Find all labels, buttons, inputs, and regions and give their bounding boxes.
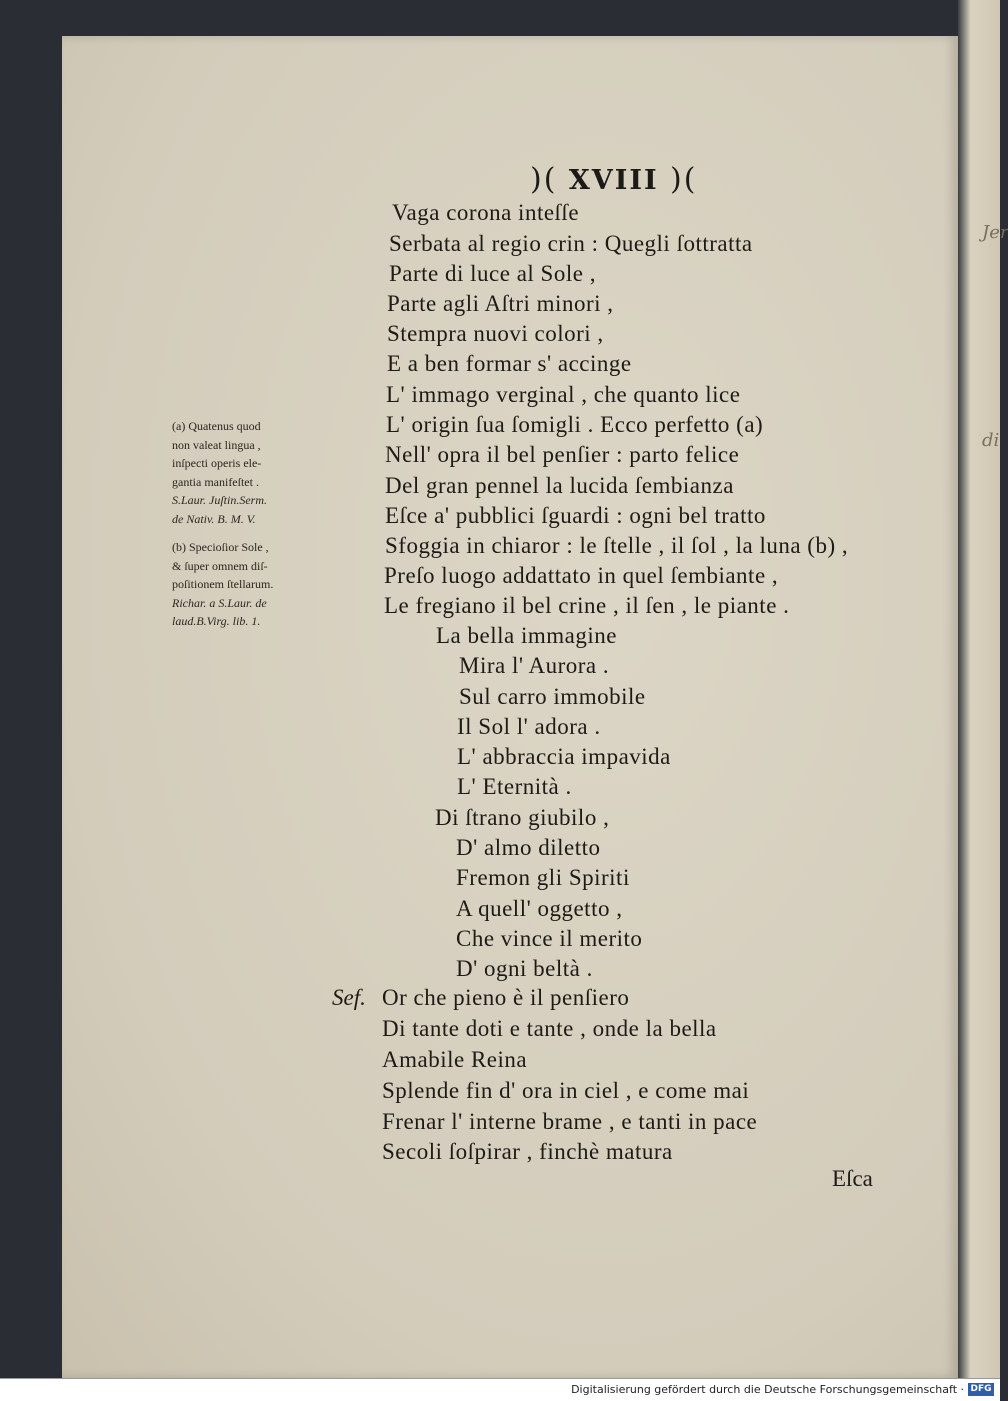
- verse-line: Parte agli Aſtri minori ,: [387, 291, 614, 316]
- verse-line: D' ogni beltà .: [456, 956, 593, 981]
- verse-line: Serbata al regio crin : Quegli ſottratta: [389, 231, 753, 256]
- verse-line: Vaga corona inteſſe: [392, 200, 580, 225]
- verse-line: Del gran pennel la lucida ſembianza: [385, 473, 734, 498]
- verse-line: Amabile Reina: [382, 1047, 528, 1072]
- verse-line: Parte di luce al Sole ,: [389, 261, 596, 286]
- verse-line: Di ſtrano giubilo ,: [435, 805, 610, 830]
- note-citation: de Nativ. B. M. V.: [172, 511, 256, 526]
- note-citation: S.Laur. Juſtin.Serm.: [172, 493, 268, 507]
- note-line: gantia manifeſtet .: [172, 474, 259, 489]
- note-citation: laud.B.Virg. lib. 1.: [172, 614, 261, 628]
- facing-page-text: di: [982, 430, 1000, 451]
- page-header: [530, 162, 697, 197]
- verse-line: Che vince il merito: [456, 926, 643, 951]
- speaker-label: Sef.: [332, 985, 366, 1010]
- facing-page-text: Jer: [982, 222, 1008, 243]
- note-line: inſpecti operis ele-: [172, 456, 262, 470]
- verse-line: Preſo luogo addattato in quel ſembiante ,: [384, 563, 779, 588]
- footnote-a: [172, 417, 324, 528]
- note-line: non valeat lingua ,: [172, 437, 261, 452]
- ornament-right: )(: [670, 162, 698, 197]
- verse-line: Il Sol l' adora .: [457, 714, 601, 739]
- verse-line: Eſce a' pubblici ſguardi : ogni bel tratto: [385, 503, 766, 528]
- book-cover-edge: [958, 0, 1008, 1378]
- note-line: (b) Specioſior Sole ,: [172, 540, 269, 554]
- catchword: Eſca: [832, 1166, 873, 1191]
- verse-line: A quell' oggetto ,: [456, 896, 623, 921]
- verse-line: Frenar l' interne brame , e tanti in pace: [382, 1109, 758, 1134]
- verse-line: L' Eternità .: [457, 774, 572, 799]
- verse-line: L' abbraccia impavida: [457, 744, 671, 769]
- verse-line: La bella immagine: [436, 623, 617, 648]
- verse-line: D' almo diletto: [456, 835, 601, 860]
- verse-line: Di tante doti e tante , onde la bella: [382, 1016, 717, 1041]
- dfg-logo-icon: DFG: [968, 1383, 994, 1396]
- verse-line: Secoli ſoſpirar , finchè matura: [382, 1139, 673, 1164]
- note-citation: Richar. a S.Laur. de: [172, 595, 267, 610]
- digitization-footer: [0, 1378, 1000, 1401]
- note-line: & ſuper omnem diſ-: [172, 558, 268, 573]
- verse-line: Or che pieno è il penſiero: [382, 985, 630, 1010]
- verse-line: Le fregiano il bel crine , il ſen , le piante .: [384, 593, 790, 618]
- verse-line: Fremon gli Spiriti: [456, 865, 630, 890]
- footnote-b: [172, 538, 324, 631]
- footer-credit: Digitalisierung gefördert durch die Deutsche Forschungsgemeinschaft ·: [571, 1383, 964, 1396]
- verse-line: Mira l' Aurora .: [459, 653, 610, 678]
- note-line: poſitionem ſtellarum.: [172, 577, 274, 591]
- verse-line: Nell' opra il bel penſier : parto felice: [385, 442, 740, 467]
- ornament-left: )(: [530, 162, 558, 197]
- note-line: (a) Quatenus quod: [172, 419, 261, 433]
- verse-line: Stempra nuovi colori ,: [387, 321, 604, 346]
- verse-line: Sfoggia in chiaror : le ſtelle , il ſol , la luna (b) ,: [385, 533, 849, 558]
- verse-line: L' immago verginal , che quanto lice: [386, 382, 741, 407]
- verse-line: Splende fin d' ora in ciel , e come mai: [382, 1078, 750, 1103]
- verse-line: Sul carro immobile: [459, 684, 646, 709]
- verse-line: L' origin ſua ſomigli . Ecco perfetto (a): [386, 412, 764, 437]
- verse-line: E a ben formar s' accinge: [387, 351, 632, 376]
- page-number: XVIII: [568, 165, 659, 196]
